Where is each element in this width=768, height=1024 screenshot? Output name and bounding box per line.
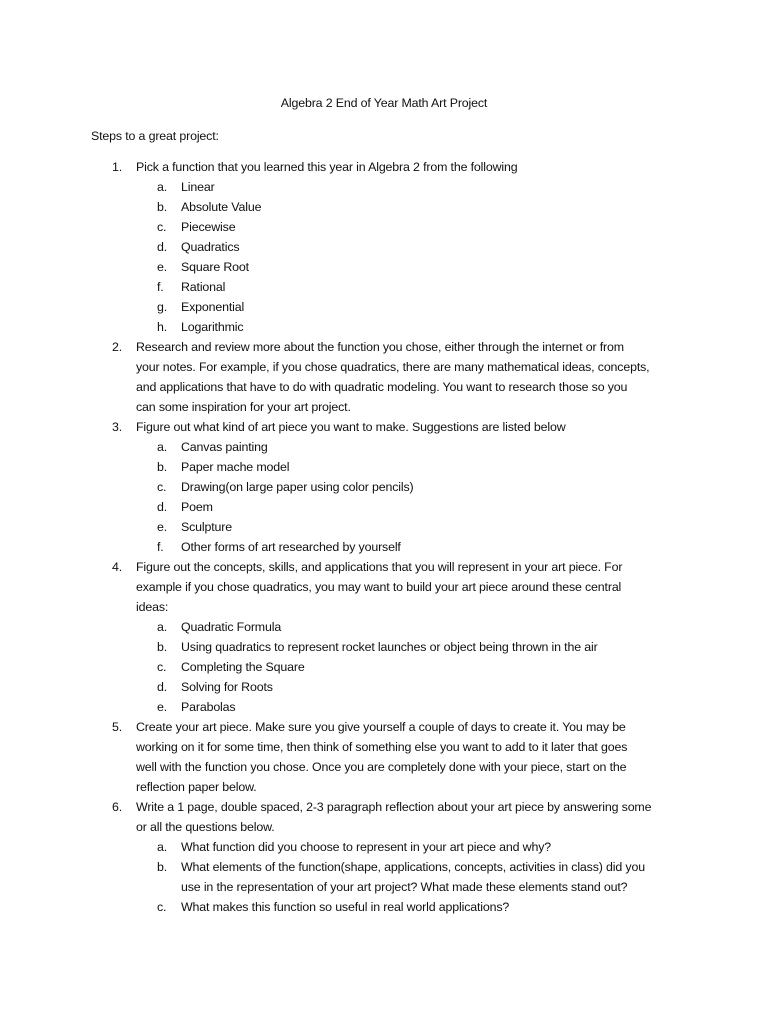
sub-text-line: Drawing(on large paper using color pencils)	[181, 480, 414, 494]
sub-item	[136, 617, 688, 637]
sub-letter: a.	[157, 180, 168, 194]
step-text-line: your notes. For example, if you chose quadratics, there are many mathematical ideas, concepts,	[136, 360, 650, 374]
steps-list	[0, 157, 768, 917]
sub-letter: a.	[157, 840, 168, 854]
sub-letter: h.	[157, 320, 168, 334]
sub-text-line: Exponential	[181, 300, 245, 314]
document-title: Algebra 2 End of Year Math Art Project	[280, 96, 488, 110]
sub-item	[136, 197, 688, 217]
sub-letter: f.	[157, 540, 164, 554]
step-number: 4.	[112, 560, 123, 574]
intro-heading: Steps to a great project:	[91, 129, 219, 143]
sub-item	[136, 237, 688, 257]
sub-text-line: Paper mache model	[181, 460, 290, 474]
sub-item	[136, 637, 688, 657]
sub-item	[136, 317, 688, 337]
sub-text-line: What makes this function so useful in real world applications?	[181, 900, 510, 914]
step-text-line: ideas:	[136, 600, 169, 614]
sub-text-line: Absolute Value	[181, 200, 262, 214]
step-text-line: can some inspiration for your art project.	[136, 400, 351, 414]
step-item	[0, 157, 768, 337]
step-item	[0, 417, 768, 557]
sub-item	[136, 657, 688, 677]
sub-letter: c.	[157, 220, 167, 234]
sub-text-line: Rational	[181, 280, 226, 294]
step-text-line: Write a 1 page, double spaced, 2-3 paragraph reflection about your art piece by answering some	[136, 800, 652, 814]
step-text-line: example if you chose quadratics, you may want to build your art piece around these central	[136, 580, 622, 594]
sub-text-line: What elements of the function(shape, applications, concepts, activities in class) did you	[181, 860, 645, 874]
step-item	[0, 797, 768, 917]
step-text-line: Create your art piece. Make sure you give yourself a couple of days to create it. You may be	[136, 720, 626, 734]
sub-list	[136, 837, 688, 917]
sub-item	[136, 277, 688, 297]
sub-item	[136, 297, 688, 317]
step-number: 2.	[112, 340, 123, 354]
step-text-line: Figure out what kind of art piece you want to make. Suggestions are listed below	[136, 420, 566, 434]
sub-letter: f.	[157, 280, 164, 294]
step-text-line: Pick a function that you learned this year in Algebra 2 from the following	[136, 160, 518, 174]
sub-text-line: use in the representation of your art project? What made these elements stand out?	[181, 880, 628, 894]
sub-item	[136, 697, 688, 717]
sub-letter: g.	[157, 300, 168, 314]
sub-list	[136, 437, 688, 557]
sub-item	[136, 477, 688, 497]
step-text-line: or all the questions below.	[136, 820, 275, 834]
step-number: 1.	[112, 160, 123, 174]
sub-letter: b.	[157, 640, 168, 654]
sub-text-line: Using quadratics to represent rocket launches or object being thrown in the air	[181, 640, 598, 654]
sub-letter: e.	[157, 520, 168, 534]
sub-letter: c.	[157, 480, 167, 494]
sub-item	[136, 437, 688, 457]
sub-item	[136, 517, 688, 537]
sub-text-line: Quadratic Formula	[181, 620, 282, 634]
sub-letter: d.	[157, 680, 168, 694]
step-text-line: working on it for some time, then think of something else you want to add to it later that goes	[136, 740, 628, 754]
sub-item	[136, 457, 688, 477]
step-number: 3.	[112, 420, 123, 434]
sub-item	[136, 897, 688, 917]
sub-letter: b.	[157, 200, 168, 214]
sub-item	[136, 857, 688, 897]
sub-text-line: Quadratics	[181, 240, 240, 254]
sub-item	[136, 177, 688, 197]
sub-text-line: Canvas painting	[181, 440, 268, 454]
sub-text-line: Parabolas	[181, 700, 236, 714]
sub-letter: b.	[157, 860, 168, 874]
sub-text-line: Piecewise	[181, 220, 236, 234]
step-item	[0, 337, 768, 417]
sub-item	[136, 677, 688, 697]
step-text-line: and applications that have to do with quadratic modeling. You want to research those so you	[136, 380, 628, 394]
sub-text-line: Solving for Roots	[181, 680, 273, 694]
sub-text-line: Other forms of art researched by yourself	[181, 540, 401, 554]
sub-letter: d.	[157, 240, 168, 254]
sub-list	[136, 177, 688, 337]
step-text-line: Figure out the concepts, skills, and applications that you will represent in your art piece. For	[136, 560, 623, 574]
step-item	[0, 717, 768, 797]
sub-list	[136, 617, 688, 717]
sub-item	[136, 837, 688, 857]
sub-item	[136, 257, 688, 277]
step-text-line: Research and review more about the function you chose, either through the internet or from	[136, 340, 624, 354]
step-number: 5.	[112, 720, 123, 734]
sub-letter: c.	[157, 660, 167, 674]
sub-text-line: Sculpture	[181, 520, 232, 534]
sub-letter: e.	[157, 260, 168, 274]
step-item	[0, 557, 768, 717]
sub-text-line: Completing the Square	[181, 660, 305, 674]
sub-text-line: What function did you choose to represent in your art piece and why?	[181, 840, 552, 854]
step-number: 6.	[112, 800, 123, 814]
sub-text-line: Poem	[181, 500, 213, 514]
step-text-line: well with the function you chose. Once you are completely done with your piece, start on the	[136, 760, 627, 774]
sub-text-line: Square Root	[181, 260, 249, 274]
sub-item	[136, 497, 688, 517]
step-text-line: reflection paper below.	[136, 780, 257, 794]
sub-letter: c.	[157, 900, 167, 914]
sub-letter: d.	[157, 500, 168, 514]
sub-text-line: Linear	[181, 180, 215, 194]
sub-item	[136, 217, 688, 237]
sub-item	[136, 537, 688, 557]
sub-text-line: Logarithmic	[181, 320, 244, 334]
sub-letter: b.	[157, 460, 168, 474]
sub-letter: a.	[157, 440, 168, 454]
sub-letter: a.	[157, 620, 168, 634]
sub-letter: e.	[157, 700, 168, 714]
